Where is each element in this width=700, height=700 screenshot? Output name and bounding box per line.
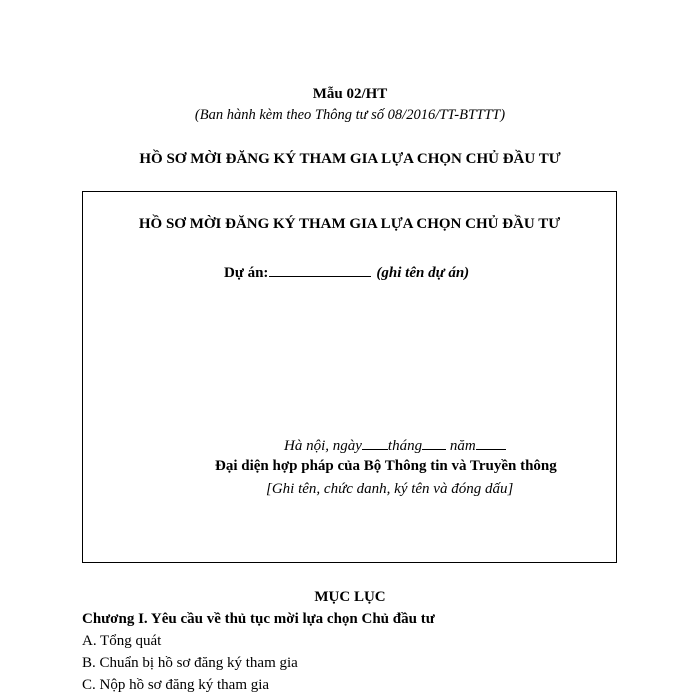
date-place: Hà nội, ngày	[284, 438, 362, 454]
project-hint: (ghi tên dự án)	[376, 265, 470, 281]
date-line	[284, 436, 506, 455]
toc-item: B. Chuẩn bị hồ sơ đăng ký tham gia	[82, 655, 298, 671]
legal-representative: Đại diện hợp pháp của Bộ Thông tin và Truyền thông	[215, 458, 557, 474]
document-title: HỒ SƠ MỜI ĐĂNG KÝ THAM GIA LỰA CHỌN CHỦ ĐẦU TƯ	[139, 151, 561, 167]
month-blank	[422, 436, 446, 450]
date-year-label: năm	[449, 438, 476, 454]
cover-box	[82, 191, 617, 563]
project-label: Dự án:	[224, 265, 269, 281]
date-month-label: tháng	[387, 438, 423, 454]
day-blank	[362, 436, 388, 450]
issued-note: (Ban hành kèm theo Thông tư số 08/2016/TT-BTTTT)	[194, 107, 506, 123]
cover-title: HỒ SƠ MỜI ĐĂNG KÝ THAM GIA LỰA CHỌN CHỦ ĐẦU TƯ	[138, 216, 561, 232]
year-blank	[476, 436, 506, 450]
form-code: Mẫu 02/HT	[312, 86, 388, 102]
sign-note: [Ghi tên, chức danh, ký tên và đóng dấu]	[266, 481, 514, 497]
project-name-blank	[269, 262, 371, 277]
toc-item: C. Nộp hồ sơ đăng ký tham gia	[82, 677, 270, 693]
toc-chapter-1: Chương I. Yêu cầu về thủ tục mời lựa chọn Chủ đầu tư	[82, 611, 435, 627]
project-line	[224, 262, 469, 282]
toc-heading: MỤC LỤC	[314, 589, 386, 605]
toc-item: A. Tổng quát	[82, 633, 162, 649]
